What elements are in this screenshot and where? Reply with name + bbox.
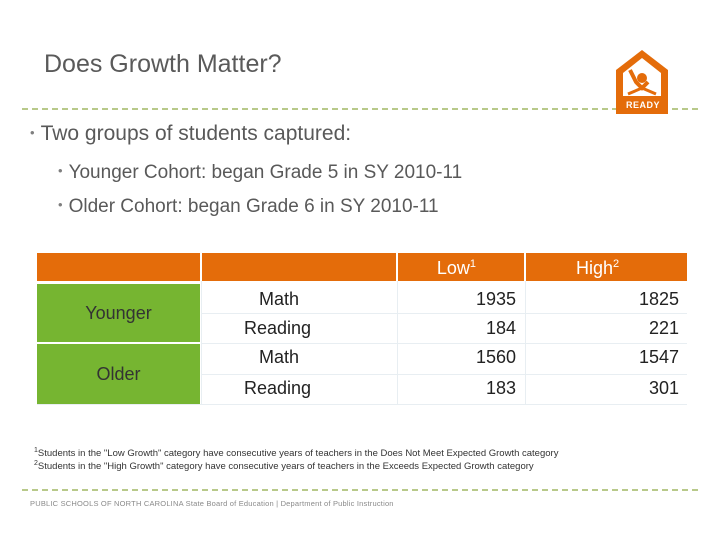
table-cell-subject: Math [259, 347, 300, 367]
header-high-sup: 2 [613, 258, 620, 270]
bullet-older-text: Older Cohort: began Grade 6 in SY 2010-11 [68, 196, 439, 217]
table-cell-low: 1935 [475, 289, 516, 309]
bullet-main-text: Two groups of students captured: [40, 122, 352, 145]
bullet-main [30, 122, 351, 146]
table-cell-high: 1825 [638, 289, 679, 309]
header-high-label: High [576, 258, 614, 278]
footer-divider [22, 489, 698, 491]
growth-table [37, 253, 687, 405]
table-divider [202, 374, 687, 375]
table-cell-high: 221 [648, 318, 679, 338]
logo-label: READY [626, 100, 661, 110]
footer-text: PUBLIC SCHOOLS OF NORTH CAROLINA State Board of Education | Department of Public Instruction [30, 498, 394, 508]
header-cell-high [526, 253, 687, 281]
group-older: Older [37, 344, 200, 405]
table-cell-subject: Reading [244, 318, 312, 338]
bullet-dot-icon: • [58, 197, 63, 212]
header-low-sup: 1 [469, 258, 476, 270]
table-cell-low: 1560 [475, 347, 516, 367]
header-cell-group [37, 253, 200, 281]
table-cell-subject: Reading [244, 378, 312, 398]
title-divider [22, 108, 698, 110]
page-title: Does Growth Matter? [44, 50, 282, 78]
header-low-label: Low [436, 258, 470, 278]
header-high [576, 258, 619, 279]
table-divider [37, 404, 687, 405]
header-low [437, 258, 476, 279]
table-divider [202, 343, 687, 344]
ready-logo [612, 48, 672, 118]
table-divider [202, 313, 687, 314]
header-cell-subject [202, 253, 396, 281]
table-cell-low: 183 [485, 378, 516, 398]
footer [26, 495, 394, 511]
bullet-younger [58, 162, 462, 184]
footnote-high [34, 460, 534, 472]
table-cell-high: 1547 [638, 347, 679, 367]
footnote-low [34, 447, 558, 459]
footnote-high-text: Students in the "High Growth" category have consecutive years of teachers in the Exceeds Expected Growth category [37, 461, 534, 473]
footnote-mark: 1 [34, 447, 38, 454]
table-cell-high: 301 [648, 378, 679, 398]
bullet-older [58, 196, 439, 218]
group-younger: Younger [37, 284, 200, 342]
header-cell-low [398, 253, 524, 281]
bullet-dot-icon: • [30, 125, 35, 140]
footnote-low-text: Students in the "Low Growth" category have consecutive years of teachers in the Does Not Meet Expected Growth category [37, 448, 559, 460]
bullet-younger-text: Younger Cohort: began Grade 5 in SY 2010-11 [68, 162, 463, 183]
table-cell-subject: Math [259, 289, 300, 309]
table-cell-low: 184 [485, 318, 516, 338]
bullet-dot-icon: • [58, 163, 63, 178]
footnote-mark: 2 [34, 460, 38, 467]
